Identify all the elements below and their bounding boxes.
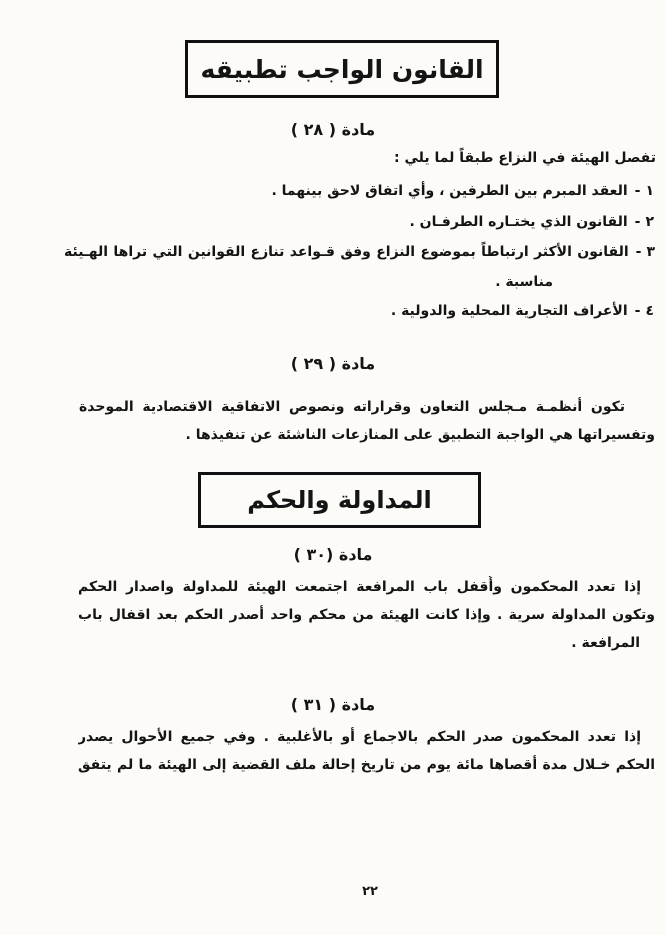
item-1-dash: -	[634, 183, 641, 199]
article-28-intro: تفصل الهيئة في النزاع طبقاً لما يلي :	[393, 150, 656, 166]
article-28-item-3-continuation: مناسبة .	[495, 274, 553, 290]
article-30-heading: مادة (٣٠ )	[293, 545, 373, 564]
article-28-heading: مادة ( ٢٨ )	[290, 120, 376, 139]
article-31-heading: مادة ( ٣١ )	[290, 695, 376, 714]
article-29-line-1: تكون أنظمـة مـجلس التعاون وقراراته ونصوص الاتفاقية الاقتصادية الموحدة	[79, 399, 625, 415]
article-30-line-3: المرافعة .	[571, 635, 640, 651]
article-30-line-2: وتكون المداولة سرية . وإذا كانت الهيئة من محكم واحد أصدر الحكم بعد اقفال باب	[78, 607, 655, 623]
article-28-item-1	[271, 180, 654, 202]
item-4-text: الأعراف التجارية المحلية والدولية .	[390, 303, 628, 319]
section-title-box-deliberation-judgment	[198, 472, 481, 528]
article-31-line-1: إذا تعدد المحكمون صدر الحكم بالاجماع أو بالأغلبية . وفي جميع الأحوال يصدر	[78, 729, 641, 745]
article-29-heading: مادة ( ٢٩ )	[290, 354, 376, 373]
article-28-item-2	[409, 211, 654, 233]
item-2-dash: -	[634, 214, 641, 230]
item-3-number: ٣	[646, 244, 655, 260]
section-title-applicable-law: القانون الواجب تطبيقه	[200, 54, 484, 84]
item-4-dash: -	[634, 303, 641, 319]
article-29-line-2: وتفسيراتها هي الواجبة التطبيق على المنازعات الناشئة عن تنفيذها .	[185, 427, 655, 443]
section-title-deliberation-judgment: المداولة والحكم	[247, 486, 432, 514]
item-4-number: ٤	[645, 303, 654, 319]
section-title-box-applicable-law	[185, 40, 499, 98]
item-3-text-line-1: القانون الأكثر ارتباطاً بموضوع النزاع وفق قـواعد تنازع القوانين التي تراها الهـيئة	[64, 244, 629, 260]
item-1-number: ١	[645, 183, 654, 199]
article-31-line-2: الحكم خـلال مدة أقصاها مائة يوم من تاريخ إحالة ملف القضية إلى الهيئة ما لم يتفق	[78, 757, 655, 773]
article-30-line-1: إذا تعدد المحكمون وأُقفل باب المرافعة اجتمعت الهيئة للمداولة واصدار الحكم	[78, 579, 641, 595]
page-number: ٢٢	[362, 884, 378, 899]
item-3-dash: -	[635, 244, 642, 260]
article-28-item-3	[64, 241, 655, 263]
item-2-number: ٢	[645, 214, 654, 230]
article-28-item-4	[391, 300, 654, 322]
item-1-text: العقد المبرم بين الطرفين ، وأي اتفاق لاحق بينهما .	[271, 183, 628, 199]
item-2-text: القانون الذي يختـاره الطرفـان .	[409, 214, 628, 230]
